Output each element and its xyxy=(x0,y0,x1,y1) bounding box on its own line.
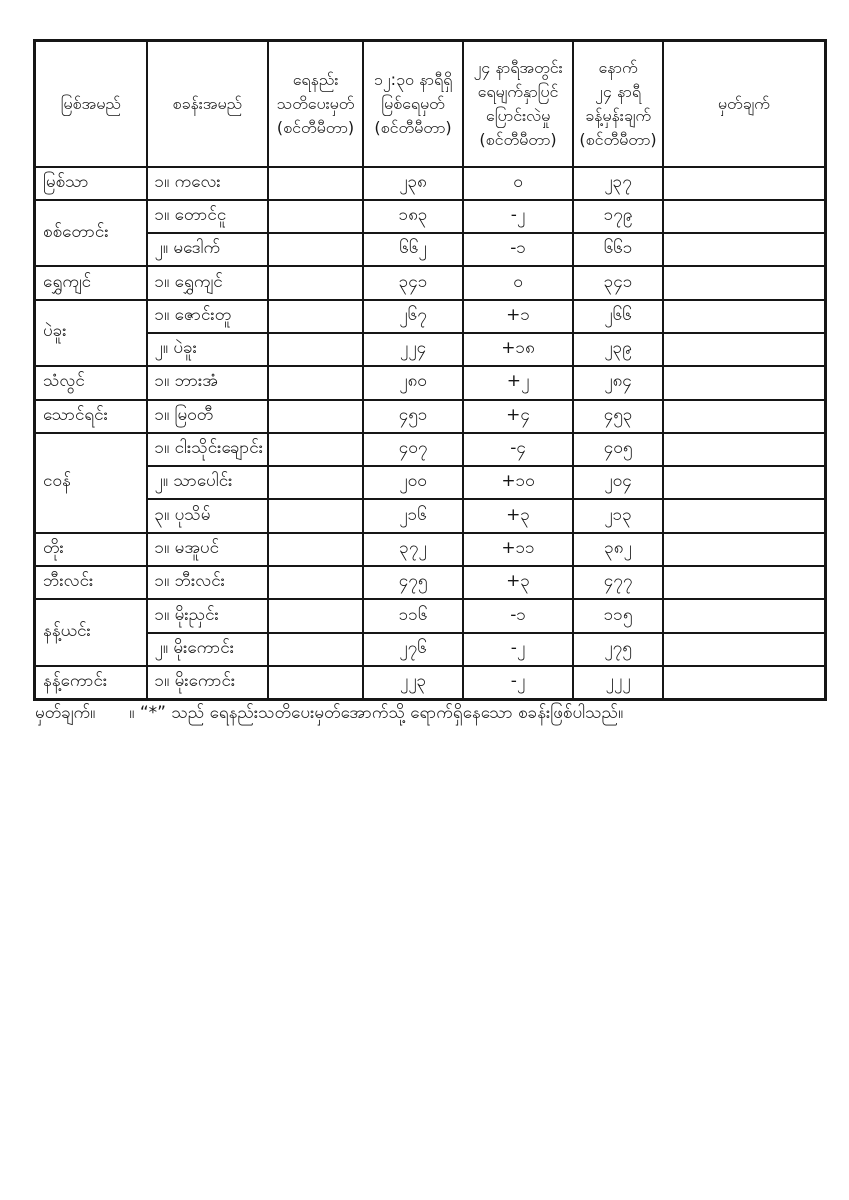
river-name-cell: စစ်တောင်း xyxy=(35,200,147,267)
forecast-24h-cell: ၂၃၇ xyxy=(573,167,663,200)
warning-level-cell xyxy=(268,266,363,299)
warning-level-cell xyxy=(268,566,363,599)
warning-level-cell xyxy=(268,666,363,699)
table-row xyxy=(35,266,826,299)
column-header-3: ရေနည်း သတိပေးမှတ် (စင်တီမီတာ) xyxy=(268,41,363,167)
water-level-cell: ၄၀၇ xyxy=(363,433,463,466)
water-level-cell: ၃၇၂ xyxy=(363,533,463,566)
remark-cell xyxy=(663,533,825,566)
table-row xyxy=(35,433,826,466)
table-row xyxy=(35,599,826,632)
water-level-cell: ၂၈၀ xyxy=(363,366,463,399)
river-name-cell: သောင်ရင်း xyxy=(35,400,147,433)
water-level-cell: ၂၁၆ xyxy=(363,499,463,532)
change-24h-cell: +၄ xyxy=(463,400,573,433)
header-row xyxy=(35,41,826,167)
water-level-cell: ၁၈၃ xyxy=(363,200,463,233)
water-level-cell: ၆၆၂ xyxy=(363,233,463,266)
change-24h-cell: +၂ xyxy=(463,366,573,399)
remark-cell xyxy=(663,200,825,233)
station-name-cell: ၁။ တောင်ငူ xyxy=(147,200,269,233)
station-name-cell: ၁။ မိုးညှင်း xyxy=(147,599,269,632)
change-24h-cell: +၁၀ xyxy=(463,466,573,499)
table-row xyxy=(35,233,826,266)
column-header-4: ၁၂:၃၀ နာရီရှိ မြစ်ရေမှတ် (စင်တီမီတာ) xyxy=(363,41,463,167)
change-24h-cell: ၀ xyxy=(463,167,573,200)
table-row xyxy=(35,566,826,599)
column-header-5: ၂၄ နာရီအတွင်း ရေမျက်နှာပြင် ပြောင်းလဲမှု (စင်တီမီတာ) xyxy=(463,41,573,167)
table-row xyxy=(35,300,826,333)
water-level-cell: ၂၂၃ xyxy=(363,666,463,699)
remark-cell xyxy=(663,566,825,599)
warning-level-cell xyxy=(268,633,363,666)
change-24h-cell: +၁၈ xyxy=(463,333,573,366)
forecast-24h-cell: ၁၁၅ xyxy=(573,599,663,632)
river-level-table xyxy=(33,39,827,701)
river-name-cell: နန့်ယင်း xyxy=(35,599,147,666)
station-name-cell: ၁။ မိုးကောင်း xyxy=(147,666,269,699)
remark-cell xyxy=(663,666,825,699)
remark-cell xyxy=(663,300,825,333)
table-row xyxy=(35,366,826,399)
table-row xyxy=(35,499,826,532)
warning-level-cell xyxy=(268,167,363,200)
warning-level-cell xyxy=(268,233,363,266)
footnote-label: မှတ်ချက်။ xyxy=(35,703,96,723)
station-name-cell: ၁။ ဇောင်းတူ xyxy=(147,300,269,333)
water-level-cell: ၃၄၁ xyxy=(363,266,463,299)
forecast-24h-cell: ၃၈၂ xyxy=(573,533,663,566)
warning-level-cell xyxy=(268,333,363,366)
warning-level-cell xyxy=(268,400,363,433)
warning-level-cell xyxy=(268,499,363,532)
column-header-2: စခန်းအမည် xyxy=(147,41,269,167)
column-header-1: မြစ်အမည် xyxy=(35,41,147,167)
station-name-cell: ၁။ ရွှေကျင် xyxy=(147,266,269,299)
forecast-24h-cell: ၄၀၅ xyxy=(573,433,663,466)
station-name-cell: ၁။ ဘီးလင်း xyxy=(147,566,269,599)
station-name-cell: ၁။ ကလေး xyxy=(147,167,269,200)
station-name-cell: ၁။ ဘားအံ xyxy=(147,366,269,399)
station-name-cell: ၃။ ပုသိမ် xyxy=(147,499,269,532)
remark-cell xyxy=(663,167,825,200)
table-row xyxy=(35,333,826,366)
forecast-24h-cell: ၄၇၇ xyxy=(573,566,663,599)
water-level-cell: ၂၆၇ xyxy=(363,300,463,333)
water-level-cell: ၂၂၄ xyxy=(363,333,463,366)
river-name-cell: ဘီးလင်း xyxy=(35,566,147,599)
change-24h-cell: ၀ xyxy=(463,266,573,299)
forecast-24h-cell: ၂၇၅ xyxy=(573,633,663,666)
station-name-cell: ၂။ မိုးကောင်း xyxy=(147,633,269,666)
water-level-cell: ၄၅၁ xyxy=(363,400,463,433)
table-body xyxy=(35,167,826,700)
remark-cell xyxy=(663,633,825,666)
column-header-7: မှတ်ချက် xyxy=(663,41,825,167)
table-header xyxy=(35,41,826,167)
warning-level-cell xyxy=(268,300,363,333)
station-name-cell: ၁။ ငါးသိုင်းချောင်း xyxy=(147,433,269,466)
remark-cell xyxy=(663,433,825,466)
forecast-24h-cell: ၂၂၂ xyxy=(573,666,663,699)
change-24h-cell: -၄ xyxy=(463,433,573,466)
water-level-cell: ၂၇၆ xyxy=(363,633,463,666)
remark-cell xyxy=(663,266,825,299)
remark-cell xyxy=(663,366,825,399)
table-row xyxy=(35,533,826,566)
table-row xyxy=(35,200,826,233)
river-name-cell: ငဝန် xyxy=(35,433,147,533)
change-24h-cell: +၁၁ xyxy=(463,533,573,566)
footnote-text: ။ “*” သည် ရေနည်းသတိပေးမှတ်အောက်သို့ ရောက်ရှိနေသော စခန်းဖြစ်ပါသည်။ xyxy=(129,703,624,723)
warning-level-cell xyxy=(268,200,363,233)
warning-level-cell xyxy=(268,433,363,466)
forecast-24h-cell: ၂၁၃ xyxy=(573,499,663,532)
river-name-cell: ပဲခူး xyxy=(35,300,147,367)
remark-cell xyxy=(663,400,825,433)
forecast-24h-cell: ၆၆၁ xyxy=(573,233,663,266)
change-24h-cell: -၂ xyxy=(463,666,573,699)
warning-level-cell xyxy=(268,366,363,399)
warning-level-cell xyxy=(268,533,363,566)
station-name-cell: ၂။ ပဲခူး xyxy=(147,333,269,366)
change-24h-cell: -၁ xyxy=(463,233,573,266)
station-name-cell: ၁။ မအူပင် xyxy=(147,533,269,566)
footnote xyxy=(35,702,815,727)
river-name-cell: နန့်ကောင်း xyxy=(35,666,147,699)
river-name-cell: သံလွင် xyxy=(35,366,147,399)
water-level-cell: ၂၃၈ xyxy=(363,167,463,200)
forecast-24h-cell: ၂၆၆ xyxy=(573,300,663,333)
table-row xyxy=(35,400,826,433)
table-row xyxy=(35,167,826,200)
table-row xyxy=(35,466,826,499)
change-24h-cell: -၁ xyxy=(463,599,573,632)
river-name-cell: တိုး xyxy=(35,533,147,566)
column-header-6: နောက် ၂၄ နာရီ ခန့်မှန်းချက် (စင်တီမီတာ) xyxy=(573,41,663,167)
change-24h-cell: +၃ xyxy=(463,566,573,599)
forecast-24h-cell: ၄၅၃ xyxy=(573,400,663,433)
station-name-cell: ၁။ မြဝတီ xyxy=(147,400,269,433)
remark-cell xyxy=(663,233,825,266)
forecast-24h-cell: ၂၈၄ xyxy=(573,366,663,399)
warning-level-cell xyxy=(268,599,363,632)
station-name-cell: ၂။ မဒေါက် xyxy=(147,233,269,266)
remark-cell xyxy=(663,333,825,366)
water-level-cell: ၂၀၀ xyxy=(363,466,463,499)
station-name-cell: ၂။ သာပေါင်း xyxy=(147,466,269,499)
forecast-24h-cell: ၁၇၉ xyxy=(573,200,663,233)
water-level-cell: ၄၇၅ xyxy=(363,566,463,599)
table-row xyxy=(35,633,826,666)
change-24h-cell: -၂ xyxy=(463,200,573,233)
change-24h-cell: -၂ xyxy=(463,633,573,666)
water-level-cell: ၁၁၆ xyxy=(363,599,463,632)
river-name-cell: မြစ်သာ xyxy=(35,167,147,200)
remark-cell xyxy=(663,499,825,532)
change-24h-cell: +၁ xyxy=(463,300,573,333)
forecast-24h-cell: ၂၀၄ xyxy=(573,466,663,499)
remark-cell xyxy=(663,466,825,499)
river-name-cell: ရွှေကျင် xyxy=(35,266,147,299)
forecast-24h-cell: ၃၄၁ xyxy=(573,266,663,299)
warning-level-cell xyxy=(268,466,363,499)
forecast-24h-cell: ၂၃၉ xyxy=(573,333,663,366)
table-row xyxy=(35,666,826,699)
remark-cell xyxy=(663,599,825,632)
change-24h-cell: +၃ xyxy=(463,499,573,532)
